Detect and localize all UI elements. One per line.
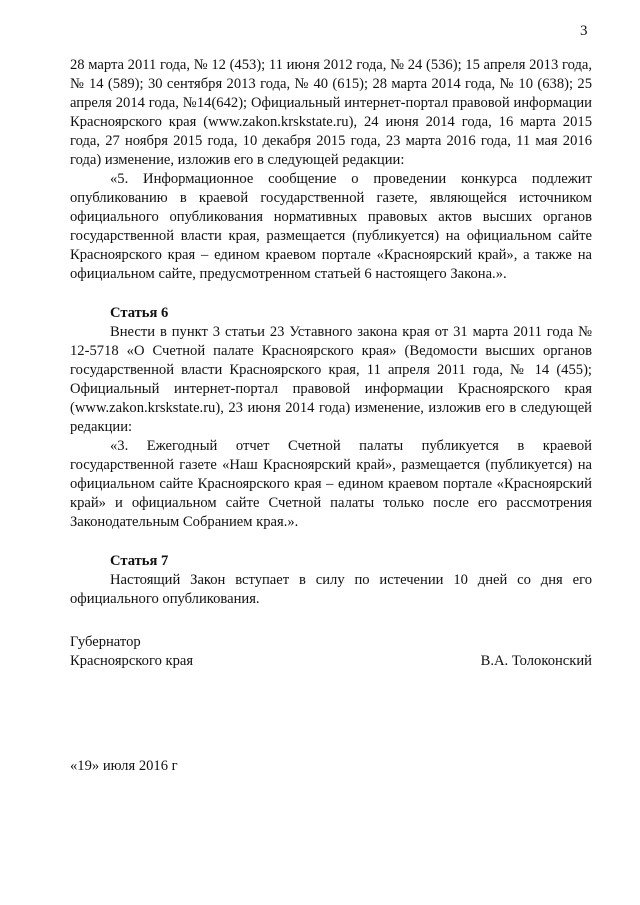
paragraph-article-7: Настоящий Закон вступает в силу по истечении 10 дней со дня его официального опубликования.	[70, 572, 592, 607]
signer-name: В.А. Толоконский	[480, 653, 592, 669]
document-body	[70, 56, 592, 609]
article-7-title: Статья 7	[110, 553, 169, 569]
signature-block	[70, 633, 592, 671]
paragraph-quote-item-3: «3. Ежегодный отчет Счетной палаты публикуется в краевой государственной газете «Наш Красноярский край», размещается (публикуется) на официальном сайте Красноярского края – едином краевом портале «Красноярский край» и официальном сайте Счетной палаты только после его рассмотрения Законодательным Собранием края.».	[70, 438, 592, 530]
signer-title-line-2: Красноярского края	[70, 653, 194, 669]
signer-title-line-1: Губернатор	[70, 634, 141, 650]
paragraph-quote-item-5: «5. Информационное сообщение о проведении конкурса подлежит опубликованию в краевой государственной газете, являющейся источником официального опубликования нормативных правовых актов высших органов государственной власти края, размещается (публикуется) на официальном сайте Красноярского края – едином краевом портале «Красноярский край», а также на официальном сайте, предусмотренном статьей 6 настоящего Закона.».	[70, 171, 592, 282]
signing-date: «19» июля 2016 г	[70, 758, 178, 774]
paragraph-continuation: 28 марта 2011 года, № 12 (453); 11 июня 2012 года, № 24 (536); 15 апреля 2013 года, № 14 (589); 30 сентября 2013 года, № 40 (615); 28 марта 2014 года, № 10 (638); 25 апреля 2014 года, №14(642); Официальный интернет-портал правовой информации Красноярского края (www.zakon.krskstate.ru), 24 июня 2014 года, 16 марта 2015 года, 27 ноября 2015 года, 10 декабря 2015 года, 23 марта 2016 года, 11 мая 2016 года) изменение, изложив его в следующей редакции:	[70, 57, 592, 168]
article-6-title: Статья 6	[110, 305, 169, 321]
paragraph-article-6-intro: Внести в пункт 3 статьи 23 Уставного закона края от 31 марта 2011 года № 12-5718 «О Счетной палате Красноярского края» (Ведомости высших органов государственной власти Красноярского края, 11 апреля 2011 года, № 14 (455); Официальный интернет-портал правовой информации Красноярского края (www.zakon.krskstate.ru), 23 июня 2014 года) изменение, изложив его в следующей редакции:	[70, 324, 592, 435]
page-number: 3	[580, 23, 588, 39]
